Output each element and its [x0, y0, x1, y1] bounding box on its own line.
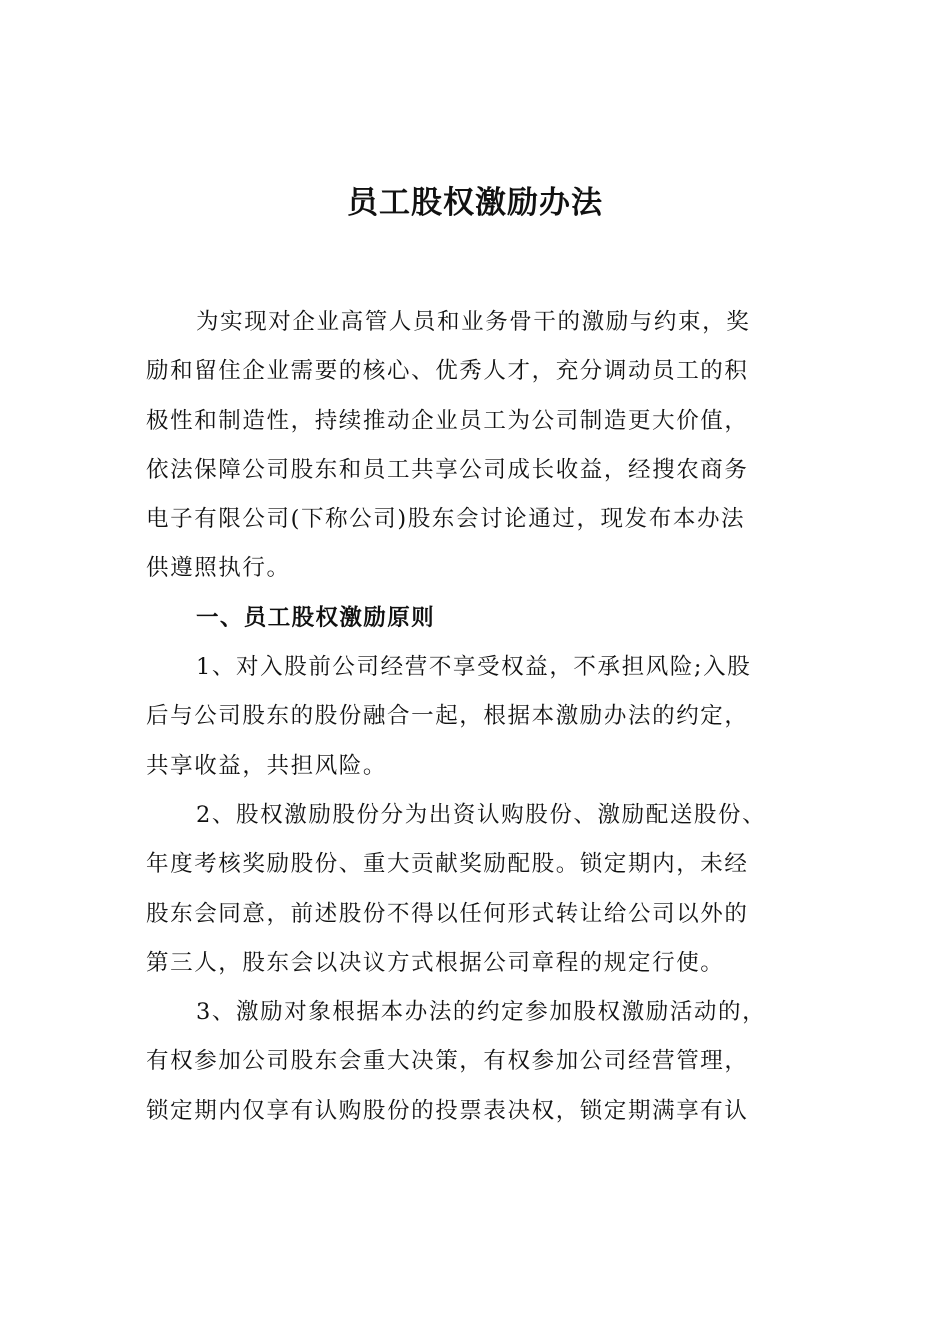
intro-paragraph-line-6: 供遵照执行。 — [146, 555, 291, 582]
intro-paragraph-line-5: 电子有限公司(下称公司)股东会讨论通过，现发布本办法 — [146, 506, 746, 533]
clause-2-line-4: 第三人，股东会以决议方式根据公司章程的规定行使。 — [146, 949, 725, 976]
clause-1-line-2: 后与公司股东的股份融合一起，根据本激励办法的约定， — [146, 703, 749, 730]
intro-paragraph-line-3: 极性和制造性，持续推动企业员工为公司制造更大价值， — [146, 407, 749, 434]
section-heading-principles: 一、员工股权激励原则 — [196, 604, 436, 631]
clause-1-line-1: 1、对入股前公司经营不享受权益，不承担风险;入股 — [196, 654, 752, 681]
intro-paragraph-line-4: 依法保障公司股东和员工共享公司成长收益，经搜农商务 — [146, 456, 749, 483]
clause-2-line-3: 股东会同意，前述股份不得以任何形式转让给公司以外的 — [146, 900, 749, 927]
document-body — [146, 298, 806, 1136]
intro-paragraph-line-2: 励和留住企业需要的核心、优秀人才，充分调动员工的积 — [146, 358, 749, 385]
clause-3-line-2: 有权参加公司股东会重大决策，有权参加公司经营管理， — [146, 1048, 749, 1075]
clause-3-line-1: 3、激励对象根据本办法的约定参加股权激励活动的， — [196, 999, 767, 1026]
clause-2-line-2: 年度考核奖励股份、重大贡献奖励配股。锁定期内，未经 — [146, 851, 749, 878]
clause-3-line-3: 锁定期内仅享有认购股份的投票表决权，锁定期满享有认 — [146, 1097, 749, 1124]
intro-paragraph-line-1: 为实现对企业高管人员和业务骨干的激励与约束，奖 — [196, 309, 751, 335]
clause-1-line-3: 共享收益，共担风险。 — [146, 752, 388, 779]
clause-2-line-1: 2、股权激励股份分为出资认购股份、激励配送股份、 — [196, 801, 767, 828]
document-title: 员工股权激励办法 — [347, 185, 603, 221]
